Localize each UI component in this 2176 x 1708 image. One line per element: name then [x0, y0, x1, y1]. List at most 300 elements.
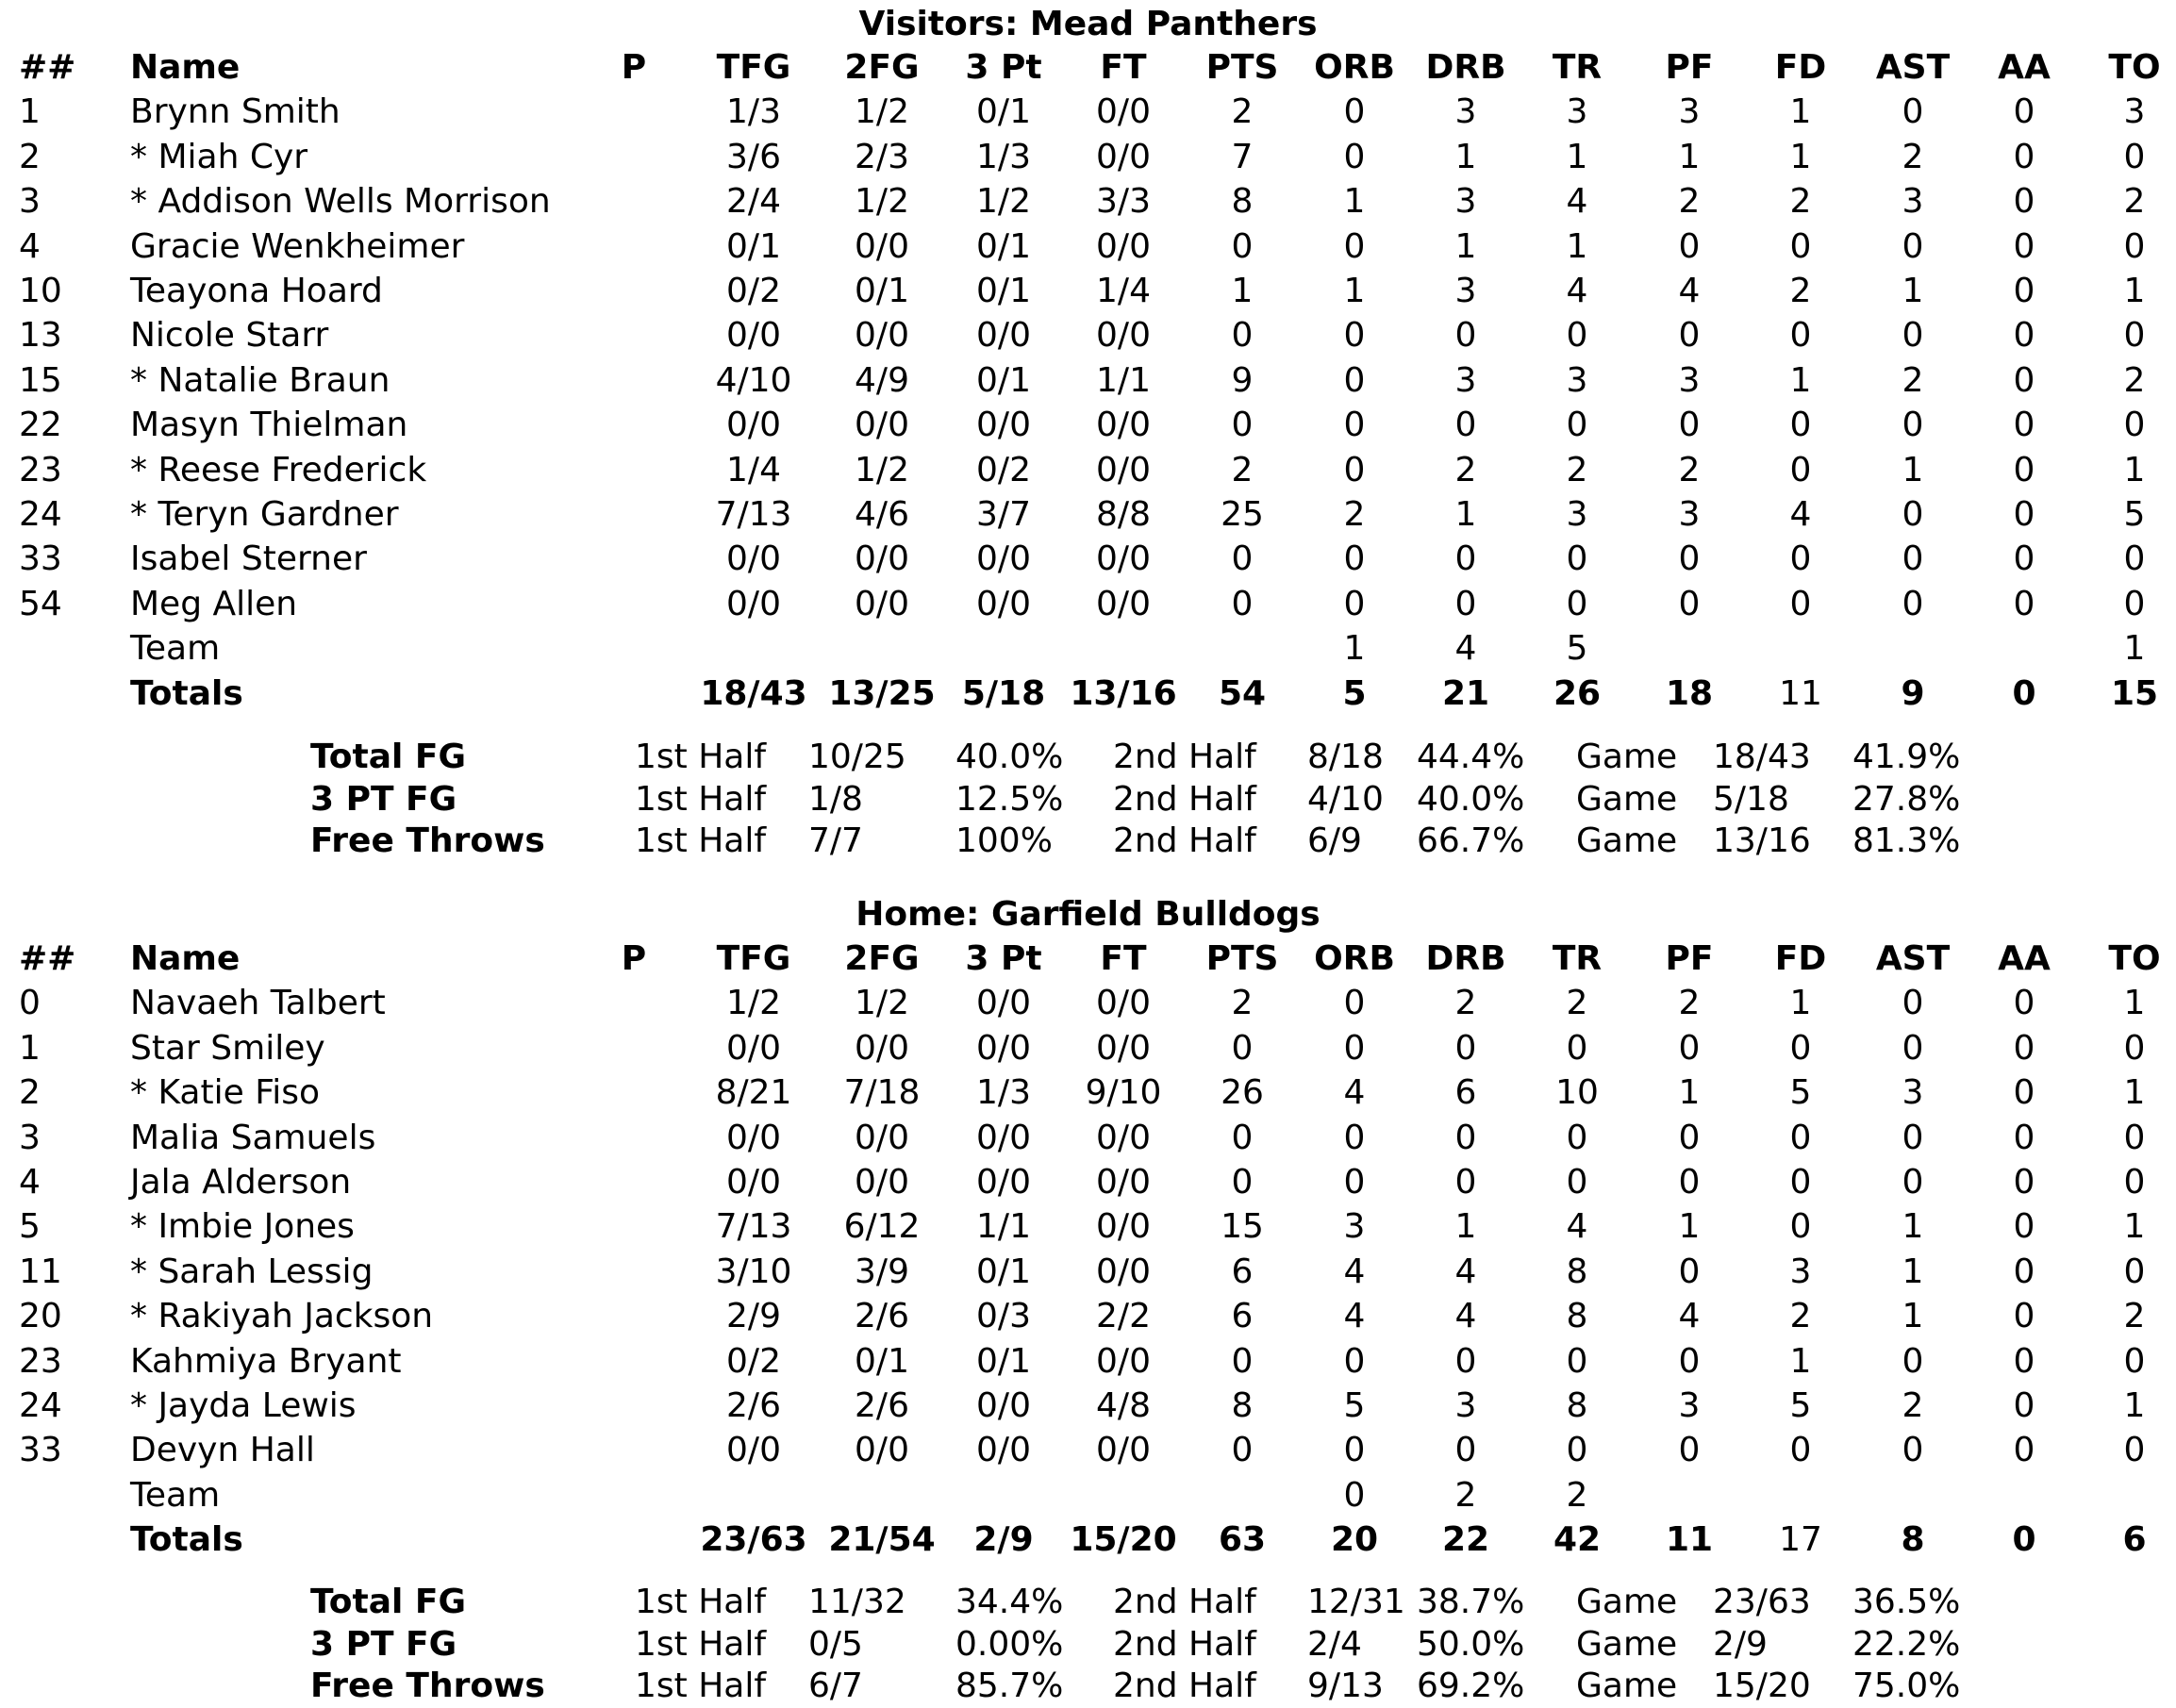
header-name: Name	[130, 48, 241, 87]
name-cell: Brynn Smith	[130, 92, 341, 132]
num-cell: 0	[19, 984, 41, 1023]
pt3-cell: 0/1	[976, 92, 1031, 132]
header-tfg: TFG	[716, 939, 791, 978]
shooting-value: 4/10	[1307, 779, 1384, 819]
total-fd: 11	[1779, 673, 1822, 713]
pf-cell: 0	[1678, 1431, 1701, 1470]
shooting-label: 3 PT FG	[310, 779, 457, 819]
aa-cell: 0	[2013, 1431, 2035, 1470]
fd-cell: 1	[1789, 137, 1812, 176]
header-pos: P	[621, 48, 647, 87]
ast-cell: 1	[1902, 1297, 1924, 1336]
player-row	[0, 981, 2176, 1025]
shooting-value: 27.8%	[1852, 779, 1961, 819]
num-cell: 24	[19, 495, 62, 534]
pf-cell: 4	[1678, 1297, 1701, 1336]
header-tfg: TFG	[716, 48, 791, 87]
ft-cell: 0/0	[1096, 406, 1151, 445]
to-cell: 0	[2123, 1028, 2146, 1068]
shooting-value: 6/7	[808, 1667, 863, 1705]
ast-cell: 0	[1902, 1431, 1924, 1470]
name-cell: Navaeh Talbert	[130, 984, 386, 1023]
shooting-value: 13/16	[1713, 821, 1811, 860]
shooting-label: Free Throws	[310, 1667, 545, 1705]
drb-cell: 3	[1454, 272, 1477, 310]
ft-cell: 4/8	[1096, 1386, 1151, 1425]
pf-cell: 0	[1678, 226, 1701, 266]
shooting-value: 11/32	[808, 1583, 906, 1621]
pt3-cell: 0/2	[976, 450, 1031, 489]
fg2-cell: 0/0	[855, 1163, 909, 1202]
pt3-cell: 0/1	[976, 272, 1031, 310]
pf-cell: 0	[1678, 1341, 1701, 1381]
ast-cell: 0	[1902, 1163, 1924, 1202]
header-tr: TR	[1552, 48, 1603, 87]
pt3-cell: 0/3	[976, 1297, 1031, 1336]
num-cell: 2	[19, 137, 41, 176]
pt3-cell: 0/0	[976, 584, 1031, 623]
fg2-cell: 1/2	[855, 182, 909, 222]
ft-cell: 0/0	[1096, 316, 1151, 356]
shooting-value: 0.00%	[955, 1624, 1064, 1664]
pf-cell: 3	[1678, 495, 1701, 534]
orb-cell: 0	[1343, 1341, 1366, 1381]
orb-cell: 1	[1343, 272, 1366, 310]
pf-cell: 2	[1678, 450, 1701, 489]
player-row	[0, 1384, 2176, 1428]
name-cell: Teayona Hoard	[130, 272, 383, 310]
num-cell: 22	[19, 406, 62, 445]
num-cell: 33	[19, 1431, 62, 1470]
pt3-cell: 3/7	[976, 495, 1031, 534]
pts-cell: 0	[1231, 1028, 1254, 1068]
num-cell: 4	[19, 1163, 41, 1202]
drb-cell: 1	[1454, 1207, 1477, 1247]
ft-cell: 0/0	[1096, 92, 1151, 132]
orb-cell: 0	[1343, 406, 1366, 445]
aa-cell: 0	[2013, 316, 2035, 356]
tfg-cell: 1/4	[726, 450, 781, 489]
pts-cell: 8	[1231, 182, 1254, 222]
total-aa: 0	[2012, 1520, 2036, 1560]
tfg-cell: 2/4	[726, 182, 781, 222]
shooting-summary-row	[0, 1623, 2176, 1666]
fg2-cell: 0/0	[855, 1431, 909, 1470]
ast-cell: 0	[1902, 1028, 1924, 1068]
tr-cell: 3	[1566, 92, 1588, 132]
pt3-cell: 0/0	[976, 1386, 1031, 1425]
tfg-cell: 2/6	[726, 1386, 781, 1425]
aa-cell: 0	[2013, 1297, 2035, 1336]
fd-cell: 1	[1789, 92, 1812, 132]
to-cell: 0	[2123, 1341, 2146, 1381]
shooting-value: 15/20	[1713, 1667, 1811, 1705]
pt3-cell: 0/1	[976, 1252, 1031, 1291]
orb-cell: 0	[1343, 92, 1366, 132]
drb-cell: 1	[1454, 226, 1477, 266]
to-cell: 0	[2123, 584, 2146, 623]
ft-cell: 8/8	[1096, 495, 1151, 534]
player-row	[0, 1160, 2176, 1204]
shooting-value: 2/9	[1713, 1624, 1768, 1664]
to-cell: 2	[2123, 182, 2146, 222]
fg2-cell: 0/1	[855, 272, 909, 310]
to-cell: 2	[2123, 1297, 2146, 1336]
header-name: Name	[130, 939, 241, 978]
name-cell: Malia Samuels	[130, 1118, 376, 1157]
fg2-cell: 4/9	[855, 360, 909, 400]
total-pf: 18	[1665, 673, 1714, 713]
ast-cell: 0	[1902, 1341, 1924, 1381]
tfg-cell: 3/10	[715, 1252, 792, 1291]
ast-cell: 3	[1902, 182, 1924, 222]
name-cell: Gracie Wenkheimer	[130, 226, 465, 266]
name-cell: Masyn Thielman	[130, 406, 408, 445]
fg2-cell: 2/6	[855, 1297, 909, 1336]
player-row	[0, 1294, 2176, 1338]
ast-cell: 0	[1902, 406, 1924, 445]
aa-cell: 0	[2013, 1163, 2035, 1202]
pt3-cell: 0/0	[976, 406, 1031, 445]
tfg-cell: 4/10	[715, 360, 792, 400]
pf-cell: 0	[1678, 539, 1701, 579]
tr-cell: 0	[1566, 316, 1588, 356]
shooting-summary-row	[0, 778, 2176, 821]
fg2-cell: 1/2	[855, 984, 909, 1023]
header-ast: AST	[1875, 48, 1951, 87]
to-cell: 0	[2123, 1163, 2146, 1202]
header-fg2: 2FG	[844, 939, 920, 978]
header-aa: AA	[1998, 48, 2051, 87]
aa-cell: 0	[2013, 1341, 2035, 1381]
orb-cell: 1	[1343, 629, 1366, 669]
to-cell: 1	[2123, 1207, 2146, 1247]
tfg-cell: 0/0	[726, 1118, 781, 1157]
header-orb: ORB	[1314, 939, 1395, 978]
player-row	[0, 135, 2176, 179]
num-cell: 15	[19, 360, 62, 400]
aa-cell: 0	[2013, 226, 2035, 266]
totals-row	[0, 1517, 2176, 1562]
name-cell: * Imbie Jones	[130, 1207, 355, 1247]
shooting-value: 2nd Half	[1113, 738, 1256, 776]
tr-cell: 10	[1555, 1073, 1599, 1113]
tr-cell: 2	[1566, 450, 1588, 489]
orb-cell: 0	[1343, 1431, 1366, 1470]
tr-cell: 4	[1566, 182, 1588, 222]
drb-cell: 2	[1454, 1475, 1477, 1515]
fd-cell: 0	[1789, 1163, 1812, 1202]
fd-cell: 2	[1789, 182, 1812, 222]
to-cell: 1	[2123, 984, 2146, 1023]
ft-cell: 0/0	[1096, 1028, 1151, 1068]
ft-cell: 9/10	[1085, 1073, 1162, 1113]
aa-cell: 0	[2013, 137, 2035, 176]
shooting-value: 69.2%	[1417, 1667, 1525, 1705]
total-fd: 17	[1779, 1520, 1822, 1560]
drb-cell: 3	[1454, 182, 1477, 222]
shooting-label: Free Throws	[310, 821, 545, 860]
total-orb: 5	[1342, 673, 1367, 713]
shooting-summary-row	[0, 736, 2176, 778]
header-pts: PTS	[1205, 48, 1279, 87]
fg2-cell: 0/0	[855, 226, 909, 266]
shooting-value: 18/43	[1713, 738, 1811, 776]
pts-cell: 0	[1231, 1118, 1254, 1157]
drb-cell: 0	[1454, 584, 1477, 623]
fd-cell: 0	[1789, 226, 1812, 266]
drb-cell: 3	[1454, 92, 1477, 132]
pts-cell: 7	[1231, 137, 1254, 176]
total-to: 6	[2122, 1520, 2147, 1560]
player-row	[0, 626, 2176, 671]
fd-cell: 3	[1789, 1252, 1812, 1291]
shooting-value: Game	[1576, 1667, 1678, 1705]
orb-cell: 0	[1343, 1118, 1366, 1157]
pts-cell: 1	[1231, 272, 1254, 310]
fg2-cell: 1/2	[855, 450, 909, 489]
name-cell: Jala Alderson	[130, 1163, 352, 1202]
pts-cell: 0	[1231, 316, 1254, 356]
to-cell: 1	[2123, 1386, 2146, 1425]
shooting-value: 9/13	[1307, 1667, 1384, 1705]
pts-cell: 2	[1231, 984, 1254, 1023]
player-row	[0, 269, 2176, 313]
column-header-row	[0, 937, 2176, 981]
shooting-value: 38.7%	[1417, 1583, 1525, 1621]
drb-cell: 0	[1454, 1163, 1477, 1202]
header-pf: PF	[1665, 939, 1714, 978]
num-cell: 10	[19, 272, 62, 310]
name-cell: * Rakiyah Jackson	[130, 1297, 434, 1336]
pts-cell: 25	[1221, 495, 1264, 534]
tfg-cell: 0/0	[726, 406, 781, 445]
aa-cell: 0	[2013, 1252, 2035, 1291]
to-cell: 1	[2123, 450, 2146, 489]
shooting-summary-row	[0, 820, 2176, 862]
player-row	[0, 448, 2176, 492]
total-tr: 26	[1553, 673, 1602, 713]
player-row	[0, 1026, 2176, 1070]
player-row	[0, 1473, 2176, 1517]
tr-cell: 4	[1566, 272, 1588, 310]
to-cell: 0	[2123, 1431, 2146, 1470]
pts-cell: 2	[1231, 450, 1254, 489]
fg2-cell: 0/0	[855, 539, 909, 579]
tr-cell: 3	[1566, 360, 1588, 400]
ast-cell: 3	[1902, 1073, 1924, 1113]
fg2-cell: 0/0	[855, 1118, 909, 1157]
tfg-cell: 0/0	[726, 539, 781, 579]
header-pf: PF	[1665, 48, 1714, 87]
pt3-cell: 1/2	[976, 182, 1031, 222]
header-ft: FT	[1100, 48, 1147, 87]
name-cell: Kahmiya Bryant	[130, 1341, 402, 1381]
tfg-cell: 7/13	[715, 1207, 792, 1247]
fg2-cell: 1/2	[855, 92, 909, 132]
header-aa: AA	[1998, 939, 2051, 978]
aa-cell: 0	[2013, 272, 2035, 310]
aa-cell: 0	[2013, 1118, 2035, 1157]
fg2-cell: 4/6	[855, 495, 909, 534]
fd-cell: 0	[1789, 1207, 1812, 1247]
ast-cell: 0	[1902, 984, 1924, 1023]
shooting-value: 2nd Half	[1113, 1583, 1256, 1621]
tfg-cell: 0/2	[726, 272, 781, 310]
name-cell: Nicole Starr	[130, 316, 329, 356]
total-name: Totals	[130, 1520, 243, 1560]
shooting-value: 2/4	[1307, 1624, 1362, 1664]
header-ft: FT	[1100, 939, 1147, 978]
fd-cell: 0	[1789, 539, 1812, 579]
shooting-value: 23/63	[1713, 1583, 1811, 1621]
shooting-value: 40.0%	[1417, 779, 1525, 819]
pt3-cell: 0/1	[976, 1341, 1031, 1381]
tr-cell: 4	[1566, 1207, 1588, 1247]
header-to: TO	[2108, 48, 2161, 87]
shooting-value: 8/18	[1307, 738, 1384, 776]
shooting-value: 34.4%	[955, 1583, 1064, 1621]
total-drb: 21	[1441, 673, 1490, 713]
shooting-value: 1st Half	[635, 1624, 767, 1664]
shooting-value: 36.5%	[1852, 1583, 1961, 1621]
player-row	[0, 224, 2176, 269]
shooting-value: 85.7%	[955, 1667, 1064, 1705]
orb-cell: 4	[1343, 1252, 1366, 1291]
tr-cell: 0	[1566, 1118, 1588, 1157]
to-cell: 0	[2123, 539, 2146, 579]
drb-cell: 0	[1454, 406, 1477, 445]
name-cell: * Reese Frederick	[130, 450, 427, 489]
header-pt3: 3 Pt	[965, 48, 1042, 87]
name-cell: Meg Allen	[130, 584, 298, 623]
to-cell: 0	[2123, 406, 2146, 445]
num-cell: 33	[19, 539, 62, 579]
orb-cell: 4	[1343, 1297, 1366, 1336]
total-fg2: 13/25	[828, 673, 936, 713]
orb-cell: 3	[1343, 1207, 1366, 1247]
total-aa: 0	[2012, 673, 2036, 713]
shooting-value: 100%	[955, 821, 1053, 860]
shooting-value: 1st Half	[635, 779, 767, 819]
drb-cell: 4	[1454, 629, 1477, 669]
ast-cell: 1	[1902, 1252, 1924, 1291]
ft-cell: 0/0	[1096, 1207, 1151, 1247]
shooting-value: 1st Half	[635, 1583, 767, 1621]
to-cell: 0	[2123, 137, 2146, 176]
shooting-value: Game	[1576, 738, 1678, 776]
num-cell: 13	[19, 316, 62, 356]
orb-cell: 0	[1343, 450, 1366, 489]
ast-cell: 0	[1902, 226, 1924, 266]
tfg-cell: 0/0	[726, 584, 781, 623]
fd-cell: 2	[1789, 272, 1812, 310]
ast-cell: 2	[1902, 1386, 1924, 1425]
pf-cell: 0	[1678, 1118, 1701, 1157]
ast-cell: 0	[1902, 1118, 1924, 1157]
shooting-value: 2nd Half	[1113, 1667, 1256, 1705]
tfg-cell: 7/13	[715, 495, 792, 534]
tr-cell: 5	[1566, 629, 1588, 669]
player-row	[0, 1428, 2176, 1472]
to-cell: 1	[2123, 272, 2146, 310]
orb-cell: 0	[1343, 226, 1366, 266]
pts-cell: 0	[1231, 406, 1254, 445]
fd-cell: 2	[1789, 1297, 1812, 1336]
fd-cell: 0	[1789, 584, 1812, 623]
tfg-cell: 1/3	[726, 92, 781, 132]
player-row	[0, 582, 2176, 626]
shooting-value: Game	[1576, 821, 1678, 860]
shooting-value: 41.9%	[1852, 738, 1961, 776]
orb-cell: 0	[1343, 360, 1366, 400]
fg2-cell: 7/18	[843, 1073, 921, 1113]
drb-cell: 3	[1454, 360, 1477, 400]
drb-cell: 0	[1454, 316, 1477, 356]
to-cell: 3	[2123, 92, 2146, 132]
orb-cell: 4	[1343, 1073, 1366, 1113]
shooting-value: 10/25	[808, 738, 906, 776]
pt3-cell: 1/3	[976, 137, 1031, 176]
fd-cell: 5	[1789, 1386, 1812, 1425]
orb-cell: 0	[1343, 539, 1366, 579]
aa-cell: 0	[2013, 584, 2035, 623]
to-cell: 1	[2123, 1073, 2146, 1113]
shooting-value: Game	[1576, 1583, 1678, 1621]
total-orb: 20	[1330, 1520, 1379, 1560]
tfg-cell: 2/9	[726, 1297, 781, 1336]
num-cell: 4	[19, 226, 41, 266]
player-row	[0, 1339, 2176, 1384]
orb-cell: 0	[1343, 1028, 1366, 1068]
pts-cell: 0	[1231, 1431, 1254, 1470]
ast-cell: 0	[1902, 316, 1924, 356]
pts-cell: 0	[1231, 539, 1254, 579]
pts-cell: 0	[1231, 1163, 1254, 1202]
shooting-value: 22.2%	[1852, 1624, 1961, 1664]
header-fg2: 2FG	[844, 48, 920, 87]
ast-cell: 1	[1902, 272, 1924, 310]
pts-cell: 2	[1231, 92, 1254, 132]
orb-cell: 5	[1343, 1386, 1366, 1425]
aa-cell: 0	[2013, 1028, 2035, 1068]
drb-cell: 4	[1454, 1252, 1477, 1291]
orb-cell: 0	[1343, 137, 1366, 176]
tr-cell: 8	[1566, 1252, 1588, 1291]
drb-cell: 4	[1454, 1297, 1477, 1336]
ft-cell: 2/2	[1096, 1297, 1151, 1336]
shooting-value: Game	[1576, 779, 1678, 819]
totals-row	[0, 672, 2176, 716]
name-cell: Devyn Hall	[130, 1431, 315, 1470]
fd-cell: 0	[1789, 1118, 1812, 1157]
num-cell: 54	[19, 584, 62, 623]
num-cell: 1	[19, 1028, 41, 1068]
fg2-cell: 6/12	[843, 1207, 921, 1247]
total-pt3: 5/18	[961, 673, 1046, 713]
orb-cell: 0	[1343, 584, 1366, 623]
player-row	[0, 403, 2176, 447]
player-row	[0, 1070, 2176, 1115]
to-cell: 0	[2123, 316, 2146, 356]
drb-cell: 1	[1454, 495, 1477, 534]
pt3-cell: 0/0	[976, 984, 1031, 1023]
ft-cell: 0/0	[1096, 226, 1151, 266]
pts-cell: 0	[1231, 584, 1254, 623]
pf-cell: 3	[1678, 92, 1701, 132]
pf-cell: 0	[1678, 1028, 1701, 1068]
pt3-cell: 0/0	[976, 316, 1031, 356]
